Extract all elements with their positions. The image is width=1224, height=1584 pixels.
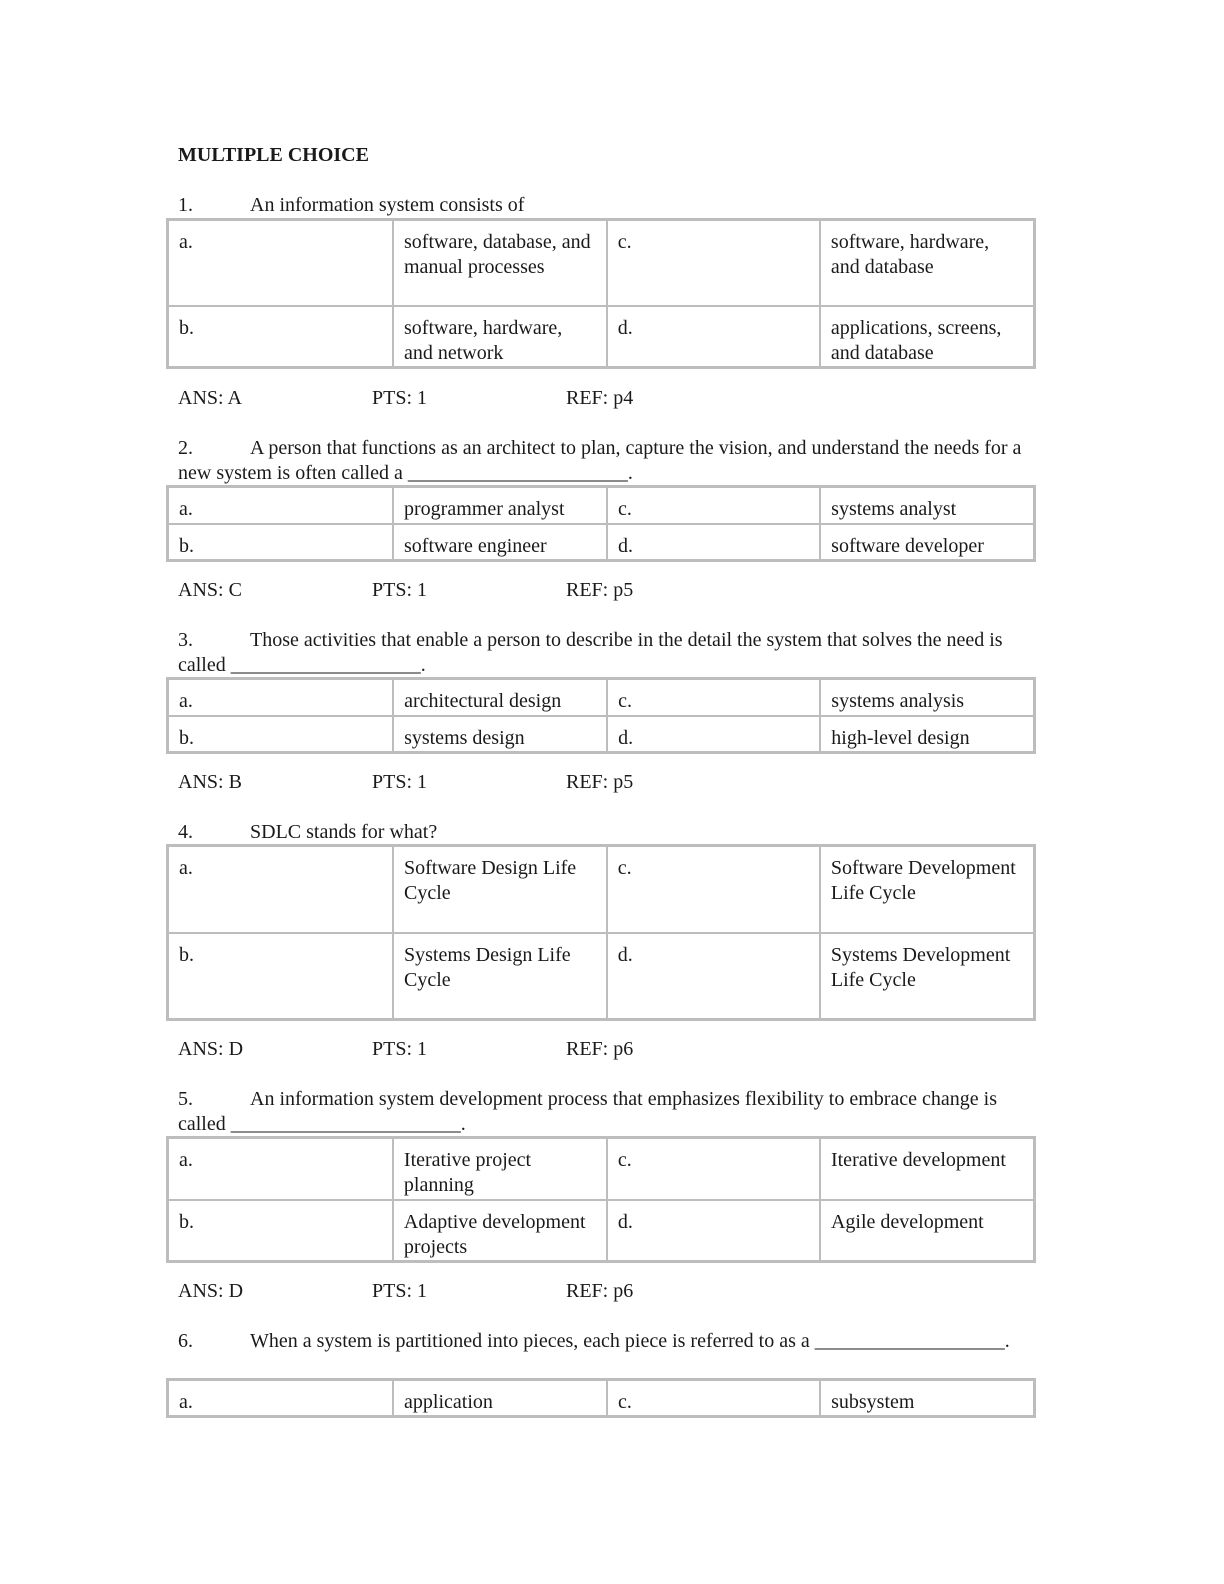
- points: PTS: 1: [372, 1038, 428, 1060]
- option-c-text: systems analysis: [820, 679, 1034, 716]
- option-c-text: software, hardware, and database: [820, 220, 1035, 306]
- option-a-label: a.: [168, 679, 394, 716]
- option-b-text: Systems Design Life Cycle: [393, 933, 607, 1020]
- option-a-label: a.: [168, 220, 394, 306]
- question-text: An information system development process that emphasizes flexibility to embrace change is called _______________________.: [178, 1088, 998, 1135]
- option-d-label: d.: [607, 306, 820, 368]
- question-number: 4.: [178, 821, 193, 843]
- option-a-text: architectural design: [393, 679, 607, 716]
- option-a-label: a.: [168, 1138, 393, 1200]
- question-4: [178, 820, 1048, 845]
- question-number: 5.: [178, 1088, 193, 1110]
- answer: ANS: B: [178, 771, 242, 793]
- option-a-label: a.: [168, 487, 394, 524]
- option-b-label: b.: [168, 306, 394, 368]
- option-d-text: Systems Development Life Cycle: [820, 933, 1035, 1020]
- option-b-label: b.: [168, 716, 394, 753]
- options-table-2: [166, 485, 1036, 562]
- question-text: Those activities that enable a person to describe in the detail the system that solves the need is called ___________________.: [178, 629, 1003, 676]
- question-2: [178, 436, 1048, 486]
- points: PTS: 1: [372, 579, 428, 601]
- option-c-label: c.: [607, 487, 820, 524]
- reference: REF: p6: [566, 1038, 634, 1060]
- question-number: 3.: [178, 629, 193, 651]
- points: PTS: 1: [372, 771, 428, 793]
- options-table-1: [166, 218, 1036, 369]
- question-number: 2.: [178, 437, 193, 459]
- reference: REF: p4: [566, 387, 634, 409]
- option-b-text: systems design: [393, 716, 607, 753]
- options-table-3: [166, 677, 1036, 754]
- option-b-text: Adaptive development projects: [393, 1200, 607, 1262]
- question-number: 6.: [178, 1330, 193, 1352]
- option-d-label: d.: [607, 716, 820, 753]
- question-5: [178, 1087, 1048, 1137]
- option-c-text: Software Development Life Cycle: [820, 846, 1035, 933]
- question-text: An information system consists of: [250, 194, 525, 216]
- option-c-text: Iterative development: [820, 1138, 1035, 1200]
- option-d-text: software developer: [820, 524, 1034, 561]
- option-d-label: d.: [607, 1200, 820, 1262]
- option-c-label: c.: [607, 846, 820, 933]
- reference: REF: p5: [566, 579, 634, 601]
- question-3: [178, 628, 1048, 678]
- option-c-label: c.: [607, 679, 820, 716]
- option-a-text: software, database, and manual processes: [393, 220, 607, 306]
- option-a-label: a.: [168, 846, 394, 933]
- section-heading: MULTIPLE CHOICE: [178, 144, 369, 166]
- option-a-text: application: [393, 1380, 607, 1417]
- option-d-text: Agile development: [820, 1200, 1035, 1262]
- question-6: [178, 1329, 1048, 1354]
- answer: ANS: D: [178, 1038, 244, 1060]
- reference: REF: p5: [566, 771, 634, 793]
- option-b-label: b.: [168, 933, 394, 1020]
- option-a-text: Software Design Life Cycle: [393, 846, 607, 933]
- option-d-label: d.: [607, 524, 820, 561]
- option-b-label: b.: [168, 1200, 393, 1262]
- points: PTS: 1: [372, 1280, 428, 1302]
- options-table-4: [166, 844, 1036, 1021]
- option-c-text: subsystem: [820, 1380, 1034, 1417]
- answer: ANS: A: [178, 387, 242, 409]
- option-a-text: programmer analyst: [393, 487, 607, 524]
- option-d-text: applications, screens, and database: [820, 306, 1035, 368]
- options-table-5: [166, 1136, 1036, 1263]
- question-1: [178, 193, 1048, 218]
- option-a-label: a.: [168, 1380, 394, 1417]
- answer: ANS: D: [178, 1280, 244, 1302]
- question-number: 1.: [178, 194, 193, 216]
- answer: ANS: C: [178, 579, 242, 601]
- points: PTS: 1: [372, 387, 428, 409]
- option-c-label: c.: [607, 220, 820, 306]
- option-d-text: high-level design: [820, 716, 1034, 753]
- question-text: A person that functions as an architect to plan, capture the vision, and understand the needs for a new system is often called a ______________________.: [178, 437, 1022, 484]
- question-text: SDLC stands for what?: [250, 821, 438, 843]
- option-d-label: d.: [607, 933, 820, 1020]
- option-c-label: c.: [607, 1380, 820, 1417]
- option-b-text: software engineer: [393, 524, 607, 561]
- option-b-label: b.: [168, 524, 394, 561]
- option-a-text: Iterative project planning: [393, 1138, 607, 1200]
- options-table-6: [166, 1378, 1036, 1418]
- reference: REF: p6: [566, 1280, 634, 1302]
- option-c-label: c.: [607, 1138, 820, 1200]
- option-c-text: systems analyst: [820, 487, 1034, 524]
- question-text: When a system is partitioned into pieces, each piece is referred to as a ___________________.: [250, 1330, 1010, 1352]
- option-b-text: software, hardware, and network: [393, 306, 607, 368]
